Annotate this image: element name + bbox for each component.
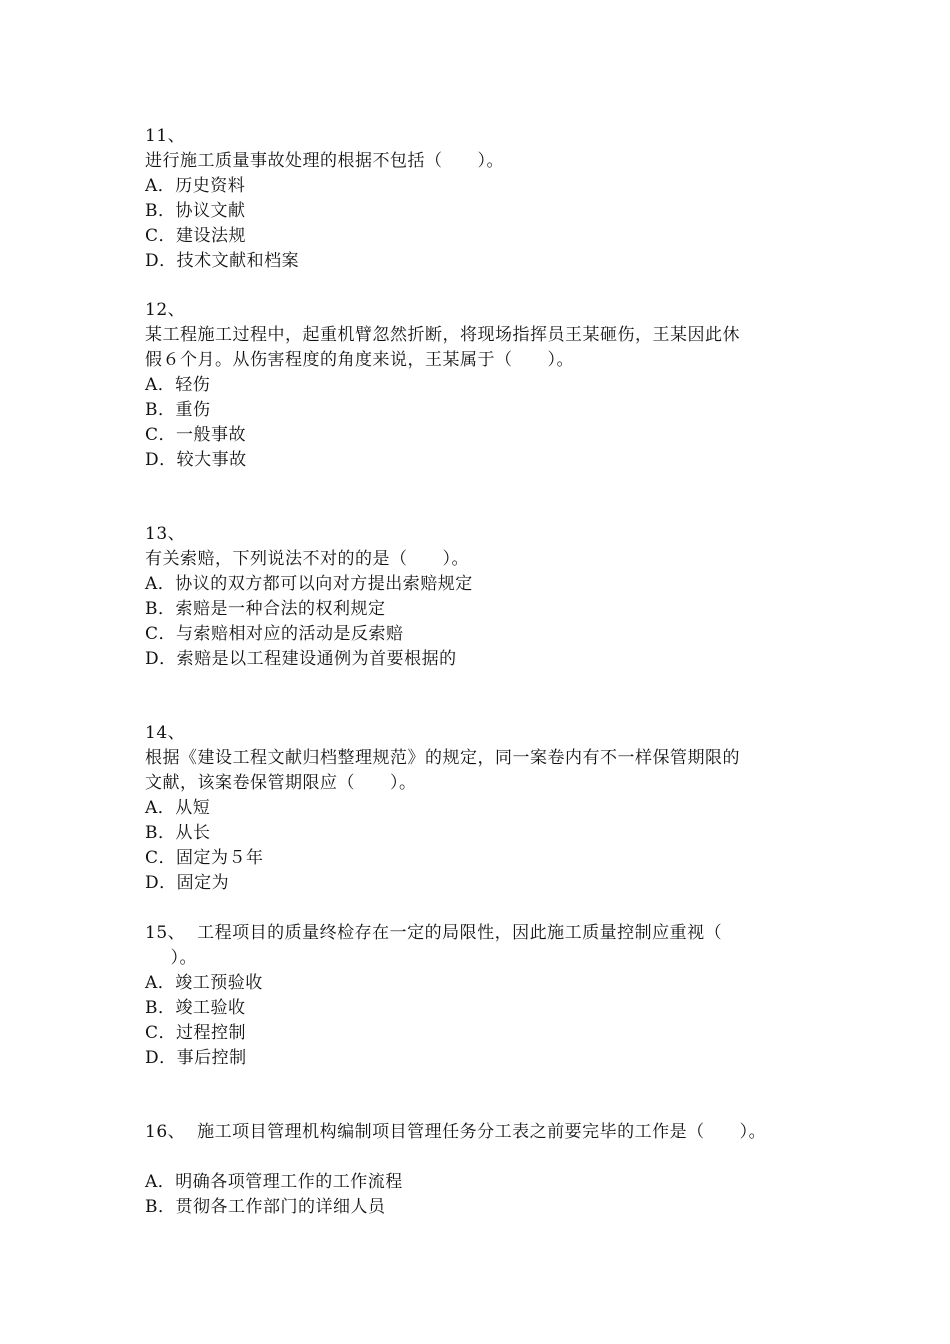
question-16 (145, 1120, 825, 1220)
question-number: 13、 (145, 524, 186, 544)
option-c: C．建设法规 (145, 226, 247, 246)
option-d: D．事后控制 (145, 1048, 247, 1068)
option-d: D．较大事故 (145, 450, 247, 470)
question-stem-line (145, 921, 825, 946)
question-stem: 假６个月。从伤害程度的角度来说，王某属于（ ）。 (145, 350, 574, 370)
option-a: A．竣工预验收 (145, 973, 263, 993)
question-stem: 进行施工质量事故处理的根据不包括（ ）。 (145, 151, 504, 171)
question-12 (145, 298, 825, 473)
question-stem-line (145, 1120, 825, 1145)
option-c: C．固定为５年 (145, 848, 264, 868)
option-b: B．重伤 (145, 400, 211, 420)
question-stem: ）。 (153, 948, 197, 968)
option-c: C．过程控制 (145, 1023, 247, 1043)
question-11 (145, 124, 825, 274)
option-b: B．从长 (145, 823, 211, 843)
question-number: 16、 (145, 1122, 186, 1142)
question-stem: 文献，该案卷保管期限应（ ）。 (145, 773, 417, 793)
option-b: B．索赔是一种合法的权利规定 (145, 599, 386, 619)
option-a: A．明确各项管理工作的工作流程 (145, 1172, 403, 1192)
option-a: A．历史资料 (145, 176, 246, 196)
option-c: C．与索赔相对应的活动是反索赔 (145, 624, 404, 644)
question-stem: 根据《建设工程文献归档整理规范》的规定，同一案卷内有不一样保管期限的 (145, 748, 740, 768)
question-13 (145, 522, 825, 672)
question-14 (145, 721, 825, 896)
option-b: B．协议文献 (145, 201, 246, 221)
option-d: D．技术文献和档案 (145, 251, 300, 271)
question-number: 12、 (145, 300, 186, 320)
question-number: 14、 (145, 723, 186, 743)
question-stem: 某工程施工过程中，起重机臂忽然折断，将现场指挥员王某砸伤，王某因此休 (145, 325, 740, 345)
option-a: A．轻伤 (145, 375, 211, 395)
question-stem: 施工项目管理机构编制项目管理任务分工表之前要完毕的工作是（ ）。 (197, 1122, 767, 1142)
option-a: A．从短 (145, 798, 211, 818)
question-number: 15、 (145, 923, 186, 943)
option-d: D．固定为 (145, 873, 230, 893)
question-stem: 有关索赔，下列说法不对的的是（ ）。 (145, 549, 469, 569)
option-a: A．协议的双方都可以向对方提出索赔规定 (145, 574, 473, 594)
question-number: 11、 (145, 126, 186, 146)
question-15 (145, 921, 825, 1071)
option-b: B．竣工验收 (145, 998, 246, 1018)
spacer (145, 1145, 825, 1170)
option-c: C．一般事故 (145, 425, 247, 445)
question-stem: 工程项目的质量终检存在一定的局限性，因此施工质量控制应重视（ (197, 923, 723, 943)
option-d: D．索赔是以工程建设通例为首要根据的 (145, 649, 457, 669)
option-b: B．贯彻各工作部门的详细人员 (145, 1197, 386, 1217)
